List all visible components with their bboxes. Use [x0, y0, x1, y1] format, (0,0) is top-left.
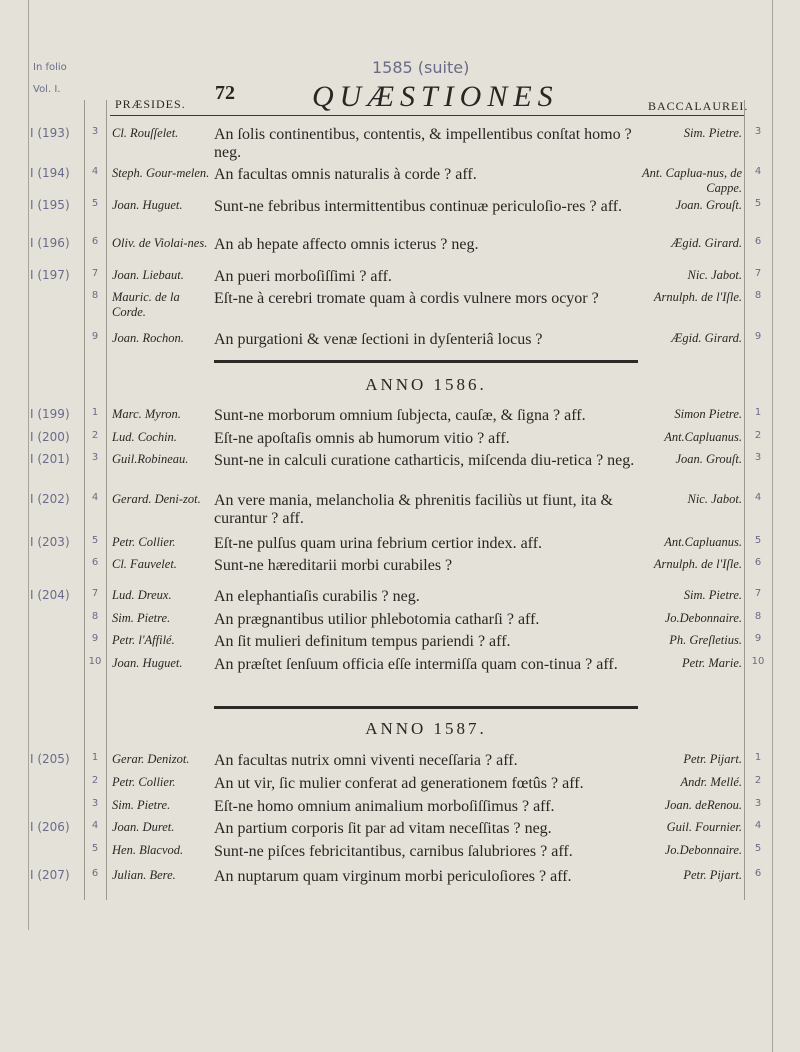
row-number: 4: [91, 492, 99, 503]
archive-column-rule: [84, 100, 85, 900]
baccalaureus-name: Ant.Capluanus.: [664, 430, 742, 444]
baccalaureus-name: Joan. Grouſt.: [675, 198, 742, 212]
praeses-name: Hen. Blacvod.: [112, 843, 184, 857]
right-number: 10: [751, 656, 765, 667]
baccalaureus-name: Guil. Fournier.: [666, 820, 742, 834]
quaestio-text: An purgationi & venæ ſectioni in dyſenteriâ locus ?: [214, 331, 543, 348]
right-number: 1: [754, 407, 762, 418]
row-number: 5: [91, 535, 99, 546]
quaestio-text: An ut vir, ſic mulier conferat ad generationem fœtûs ? aff.: [214, 775, 584, 792]
quaestio-text: An præſtet ſenſuum officia eſſe intermiſſa quam con-tinua ? aff.: [214, 656, 618, 673]
right-number: 5: [754, 843, 762, 854]
year-heading: ANNO 1587.: [365, 719, 487, 738]
right-number: 3: [754, 452, 762, 463]
row-number: 4: [91, 820, 99, 831]
page-number: 72: [215, 82, 235, 104]
praeses-name: Petr. Collier.: [112, 535, 176, 549]
row-number: 5: [91, 843, 99, 854]
quaestio-text: An facultas nutrix omni viventi neceſſaria ? aff.: [214, 752, 518, 769]
praeses-name: Marc. Myron.: [112, 407, 181, 421]
baccalaureus-name: Ph. Greſletius.: [669, 633, 742, 647]
row-number: 8: [91, 611, 99, 622]
praeses-name: Sim. Pietre.: [112, 611, 171, 625]
praeses-name: Gerar. Denizot.: [112, 752, 190, 766]
archive-mark: I (197): [30, 268, 70, 282]
quaestio-text: An vere mania, melancholia & phrenitis faciliùs ut fiunt, ita & curantur ? aff.: [214, 492, 613, 527]
right-number: 6: [754, 557, 762, 568]
row-number: 1: [91, 752, 99, 763]
right-number: 8: [754, 290, 762, 301]
baccalaureus-name: Simon Pietre.: [674, 407, 742, 421]
praeses-name: Lud. Dreux.: [112, 588, 172, 602]
quaestio-text: Sunt-ne hæreditarii morbi curabiles ?: [214, 557, 453, 574]
right-number: 4: [754, 492, 762, 503]
right-number: 6: [754, 236, 762, 247]
year-heading: ANNO 1586.: [365, 375, 487, 394]
quaestio-text: Sunt-ne in calculi curatione catharticis, miſcenda diu-retica ? neg.: [214, 452, 635, 469]
section-divider: [214, 360, 638, 363]
archive-mark: I (205): [30, 752, 70, 766]
row-number: 7: [91, 588, 99, 599]
quaestio-text: Sunt-ne morborum omnium ſubjecta, cauſæ, & ſigna ? aff.: [214, 407, 586, 424]
praeses-name: Gerard. Deni-zot.: [112, 492, 201, 506]
header-rule: [110, 115, 744, 116]
right-number: 9: [754, 331, 762, 342]
archive-mark: I (194): [30, 166, 70, 180]
praeses-name: Mauric. de la Corde.: [112, 290, 180, 319]
quaestio-text: Eſt-ne homo omnium animalium morboſiſſimus ? aff.: [214, 798, 555, 815]
quaestio-text: An ab hepate affecto omnis icterus ? neg.: [214, 236, 479, 253]
folio-note: In folio: [33, 62, 67, 73]
left-margin-rule: [28, 0, 29, 930]
praeses-name: Cl. Fauvelet.: [112, 557, 177, 571]
row-number: 5: [91, 198, 99, 209]
praeses-name: Joan. Huguet.: [112, 656, 183, 670]
row-number: 4: [91, 166, 99, 177]
baccalaureus-name: Joan. Grouſt.: [675, 452, 742, 466]
archive-mark: I (207): [30, 868, 70, 882]
baccalaureus-name: Andr. Mellé.: [680, 775, 742, 789]
row-number: 6: [91, 557, 99, 568]
praeses-name: Petr. l'Affilé.: [112, 633, 175, 647]
row-number: 2: [91, 775, 99, 786]
quaestio-text: Eſt-ne à cerebri tromate quam à cordis vulnere mors ocyor ?: [214, 290, 599, 307]
baccalaureus-name: Jo.Debonnaire.: [664, 611, 742, 625]
praesides-header: PRÆSIDES.: [115, 97, 186, 111]
archive-mark: I (204): [30, 588, 70, 602]
quaestio-text: An ſit mulieri definitum tempus pariendi ? aff.: [214, 633, 511, 650]
baccalaureus-name: Arnulph. de l'Iſle.: [653, 290, 742, 304]
praeses-name: Lud. Cochin.: [112, 430, 177, 444]
baccalaureus-name: Ant. Caplua-nus, de Cappe.: [642, 166, 742, 195]
year-pencil-note: 1585 (suite): [372, 58, 470, 77]
right-number: 4: [754, 166, 762, 177]
archive-mark: I (202): [30, 492, 70, 506]
page-title: QUÆSTIONES: [312, 80, 559, 113]
archive-mark: I (201): [30, 452, 70, 466]
right-number: 1: [754, 752, 762, 763]
row-number: 9: [91, 633, 99, 644]
row-number: 8: [91, 290, 99, 301]
praeses-name: Joan. Rochon.: [112, 331, 184, 345]
right-number: 8: [754, 611, 762, 622]
praeses-name: Sim. Pietre.: [112, 798, 171, 812]
praeses-column-rule: [106, 100, 107, 900]
row-number: 7: [91, 268, 99, 279]
baccalaureus-name: Arnulph. de l'Iſle.: [653, 557, 742, 571]
right-number: 3: [754, 798, 762, 809]
quaestio-text: Eſt-ne apoſtaſis omnis ab humorum vitio ? aff.: [214, 430, 510, 447]
quaestio-text: Sunt-ne febribus intermittentibus continuæ periculoſio-res ? aff.: [214, 198, 623, 215]
archive-mark: I (196): [30, 236, 70, 250]
quaestio-text: Eſt-ne pulſus quam urina febrium certior index. aff.: [214, 535, 543, 552]
archive-mark: I (193): [30, 126, 70, 140]
praeses-name: Joan. Huguet.: [112, 198, 183, 212]
quaestio-text: An facultas omnis naturalis à corde ? aff.: [214, 166, 477, 183]
baccalaureus-name: Ægid. Girard.: [671, 236, 742, 250]
quaestio-text: An nuptarum quam virginum morbi periculoſiores ? aff.: [214, 868, 572, 885]
archive-mark: I (195): [30, 198, 70, 212]
right-number: 5: [754, 535, 762, 546]
right-edge-rule: [772, 0, 773, 1052]
archive-mark: I (200): [30, 430, 70, 444]
quaestio-text: An pueri morboſiſſimi ? aff.: [214, 268, 392, 285]
quaestio-text: An prægnantibus utilior phlebotomia catharſi ? aff.: [214, 611, 540, 628]
row-number: 1: [91, 407, 99, 418]
praeses-name: Petr. Collier.: [112, 775, 176, 789]
baccalaureus-name: Nic. Jabot.: [687, 268, 742, 282]
quaestio-text: Sunt-ne piſces febricitantibus, carnibus ſalubriores ? aff.: [214, 843, 573, 860]
row-number: 3: [91, 452, 99, 463]
row-number: 10: [88, 656, 102, 667]
baccalaureus-name: Ant.Capluanus.: [664, 535, 742, 549]
praeses-name: Steph. Gour-melen.: [112, 166, 210, 180]
right-column-rule: [744, 100, 745, 900]
quaestio-text: An elephantiaſis curabilis ? neg.: [214, 588, 420, 605]
row-number: 3: [91, 798, 99, 809]
right-number: 3: [754, 126, 762, 137]
baccalaureus-name: Nic. Jabot.: [687, 492, 742, 506]
baccalaureus-name: Ægid. Girard.: [671, 331, 742, 345]
row-number: 6: [91, 236, 99, 247]
row-number: 2: [91, 430, 99, 441]
praeses-name: Oliv. de Violai-nes.: [112, 236, 208, 250]
volume-note: Vol. I.: [33, 84, 61, 95]
praeses-name: Guil.Robineau.: [112, 452, 189, 466]
right-number: 2: [754, 430, 762, 441]
baccalaureus-name: Sim. Pietre.: [683, 588, 742, 602]
praeses-name: Cl. Rouſſelet.: [112, 126, 179, 140]
archive-mark: I (206): [30, 820, 70, 834]
right-number: 4: [754, 820, 762, 831]
baccalaureus-name: Petr. Pijart.: [683, 752, 742, 766]
row-number: 6: [91, 868, 99, 879]
archive-mark: I (199): [30, 407, 70, 421]
praeses-name: Joan. Duret.: [112, 820, 175, 834]
praeses-name: Joan. Liebaut.: [112, 268, 184, 282]
baccalaureus-name: Petr. Marie.: [681, 656, 742, 670]
section-divider: [214, 706, 638, 709]
baccalaureus-name: Joan. deRenou.: [664, 798, 742, 812]
row-number: 9: [91, 331, 99, 342]
baccalaureus-name: Sim. Pietre.: [683, 126, 742, 140]
quaestio-text: An ſolis continentibus, contentis, & impellentibus conſtat homo ? neg.: [214, 126, 632, 161]
baccalaureus-name: Petr. Pijart.: [683, 868, 742, 882]
right-number: 6: [754, 868, 762, 879]
baccalaureus-name: Jo.Debonnaire.: [664, 843, 742, 857]
row-number: 3: [91, 126, 99, 137]
right-number: 7: [754, 268, 762, 279]
right-number: 7: [754, 588, 762, 599]
quaestio-text: An partium corporis ſit par ad vitam neceſſitas ? neg.: [214, 820, 552, 837]
right-number: 9: [754, 633, 762, 644]
baccalaurei-header: BACCALAUREI.: [648, 99, 749, 113]
praeses-name: Julian. Bere.: [112, 868, 176, 882]
right-number: 2: [754, 775, 762, 786]
archive-mark: I (203): [30, 535, 70, 549]
right-number: 5: [754, 198, 762, 209]
